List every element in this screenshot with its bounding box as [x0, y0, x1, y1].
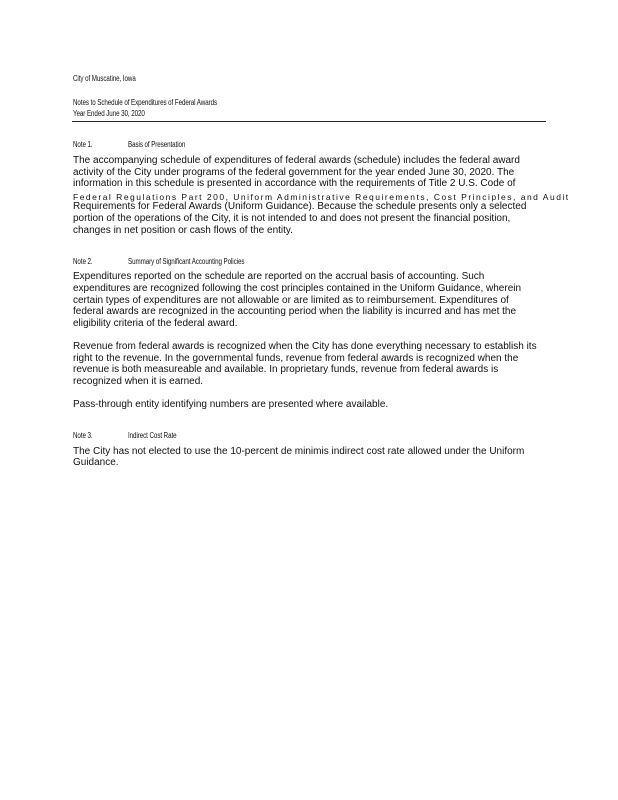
- note-2-line: Expenditures reported on the schedule are reported on the accrual basis of accounting. Such: [73, 271, 485, 282]
- note-2-line: Pass-through entity identifying numbers are presented where available.: [73, 399, 389, 410]
- note-1-line: portion of the operations of the City, it is not intended to and does not present the financial position,: [73, 213, 511, 224]
- note-2-line: Revenue from federal awards is recognized when the City has done everything necessary to establish its: [73, 341, 537, 352]
- note-2-number: Note 2.: [73, 257, 93, 266]
- note-3-number: Note 3.: [73, 431, 93, 440]
- note-2-heading: Summary of Significant Accounting Policies: [128, 257, 245, 266]
- note-2-line: expenditures are recognized following the cost principles contained in the Uniform Guidance, wherein: [73, 283, 522, 294]
- note-3-line: The City has not elected to use the 10-percent de minimis indirect cost rate allowed under the Uniform: [73, 446, 525, 457]
- note-1-line: The accompanying schedule of expenditures of federal awards (schedule) includes the federal award: [73, 155, 520, 166]
- note-2-line: recognized when it is earned.: [73, 376, 204, 387]
- note-1-number: Note 1.: [73, 140, 93, 149]
- note-1-line: information in this schedule is presented in accordance with the requirements of Title 2 U.S. Code of: [73, 178, 516, 189]
- note-2-line: right to the revenue. In the governmental funds, revenue from federal awards is recognized when the: [73, 353, 519, 364]
- note-2-line: revenue is both measureable and available. In proprietary funds, revenue from federal awards is: [73, 364, 499, 375]
- document-title: Notes to Schedule of Expenditures of Federal Awards: [73, 98, 218, 107]
- note-1-line: Requirements for Federal Awards (Uniform Guidance). Because the schedule presents only a selected: [73, 201, 527, 212]
- note-2-line: eligibility criteria of the federal award.: [73, 318, 238, 329]
- header-divider: [72, 121, 546, 122]
- note-2-line: certain types of expenditures are not allowable or are limited as to reimbursement. Expenditures of: [73, 295, 509, 306]
- note-1-line: Federal Regulations Part 200, Uniform Administrative Requirements, Cost Principles, and Audit: [73, 192, 570, 202]
- note-3-heading: Indirect Cost Rate: [128, 431, 177, 440]
- note-1-line: activity of the City under programs of the federal government for the year ended June 30, 2020. The: [73, 167, 515, 178]
- note-3-line: Guidance.: [73, 457, 119, 468]
- note-2-line: federal awards are recognized in the accounting period when the liability is incurred and has met the: [73, 306, 517, 317]
- entity-name: City of Muscatine, Iowa: [73, 74, 136, 83]
- document-period: Year Ended June 30, 2020: [73, 109, 145, 118]
- note-1-heading: Basis of Presentation: [128, 140, 186, 149]
- note-1-line: changes in net position or cash flows of the entity.: [73, 225, 293, 236]
